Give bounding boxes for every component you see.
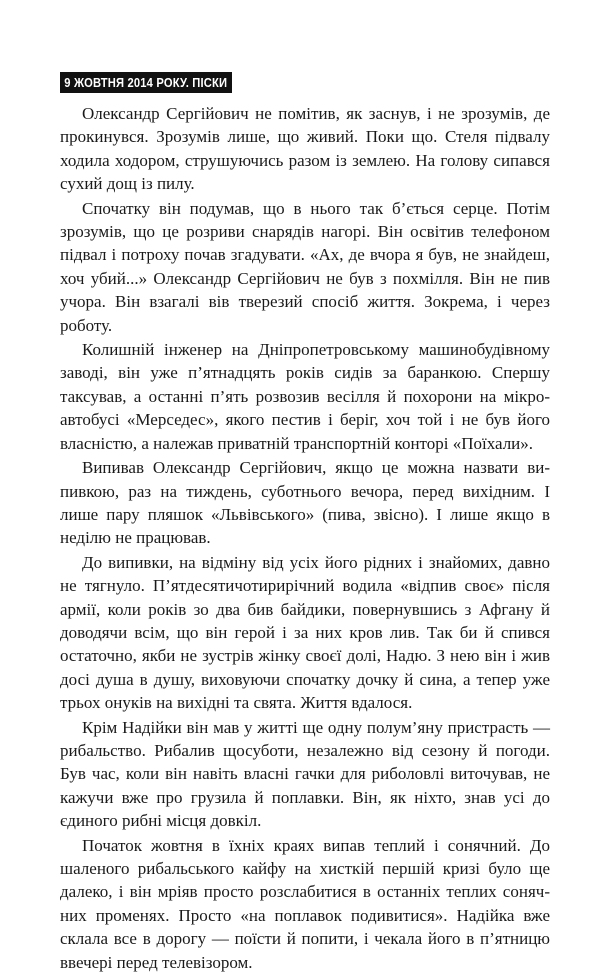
paragraph-6: Крім Надійки він мав у житті ще одну полум’яну пристрасть — рибальство. Рибалив щосуботи, незалежно від сезону й погоди. Був час, коли він навіть власні гачки для риболовлі виточував, не кажучи вже про грузила й поплавки. Він, як ніхто, знав усі до єдиного рибні місця довкіл. — [60, 717, 550, 831]
paragraph-1: Олександр Сергійович не помітив, як заснув, і не зрозумів, де прокинувся. Зрозумів лише, що живий. Поки що. Стеля підвалу ходила ходором, струшуючись разом із землею. На голову сипався сухий дощ із пилу. — [60, 104, 550, 194]
paragraph-3: Колишній інженер на Дніпропетровському машинобудівному заводі, він уже п’ятнадцять років сидів за баранкою. Спершу таксував, а останні п’ять розвозив весілля й похорони на мікроавтобусі «Мерседес», якого пестив і беріг, хоч той і не був його власністю, а належав приватній транспортній конторі «Поїхали». — [60, 340, 550, 453]
paragraph-7: Початок жовтня в їхніх краях випав теплий і сонячний. До шаленого рибальського кайфу на хисткій першій кризі було ще далеко, і він мріяв просто розслабитися в останніх теплих сонячних променях. Просто «на поплавок подивитися». Надійка вже склала все в дорогу — поїсти й попити, і чекала його в п’ятницю ввечері перед телевізором. — [60, 835, 550, 972]
chapter-heading: 9 ЖОВТНЯ 2014 РОКУ. ПІСКИ — [60, 72, 232, 93]
paragraph-5: До випивки, на відміну від усіх його рідних і знайомих, давно не тягнуло. П’ятдесятичотирирічний водила «відпив своє» після армії, коли років зо два бив байдики, повернувшись з Афгану й доводячи всім, що він герой і за них кров лив. Так би й спився остаточно, якби не зустрів жінку своєї долі, Надю. З нею він і жив досі душа в душу, виховуючи спочатку дочку й сина, а тепер уже трьох онуків на вихідні та свята. Життя вдалося. — [60, 552, 550, 713]
paragraph-4: Випивав Олександр Сергійович, якщо це можна назвати випивкою, раз на тиждень, суботнього вечора, перед вихідним. І лише пару пляшок «Львівського» (пива, звісно). І лише якщо в неділю не працював. — [60, 458, 550, 548]
paragraph-2: Спочатку він подумав, що в нього так б’ється серце. Потім зрозумів, що це розриви снарядів нагорі. Він освітив телефоном підвал і потроху почав згадувати. «Ах, де вчора я був, не знайдеш, хоч убий...» Олександр Сергійович не був з похмілля. Він не пив учора. Він взагалі вів тверезий спосіб життя. Зокрема, і через роботу. — [60, 198, 550, 335]
book-page — [60, 72, 550, 974]
